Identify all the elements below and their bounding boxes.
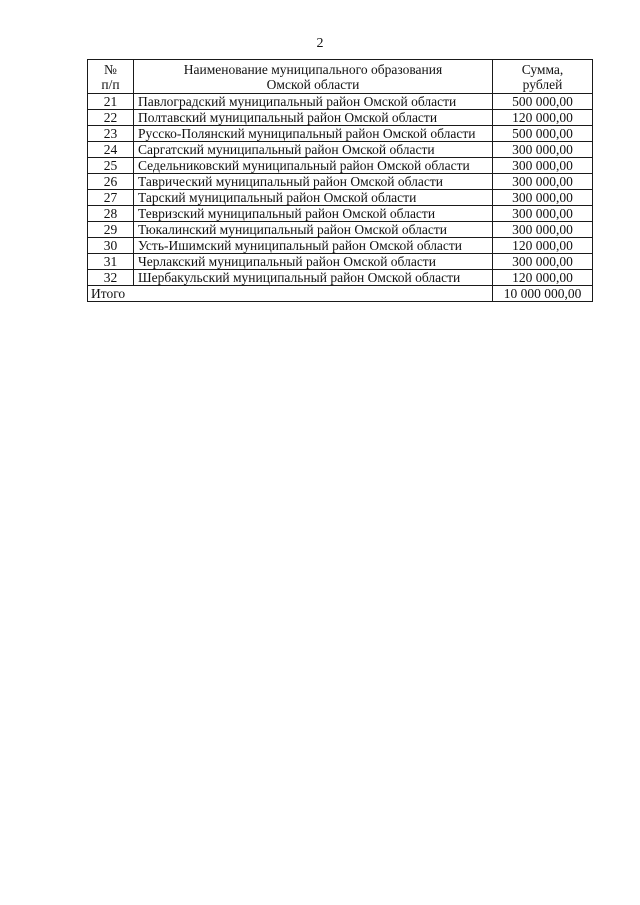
table-row	[88, 158, 593, 174]
allocation-table	[87, 59, 593, 302]
row-sum: 500 000,00	[493, 94, 593, 110]
row-sum: 300 000,00	[493, 254, 593, 270]
row-number: 30	[88, 238, 134, 254]
table-row	[88, 222, 593, 238]
header-number	[88, 60, 134, 94]
row-name: Усть-Ишимский муниципальный район Омской области	[134, 238, 493, 254]
row-sum: 300 000,00	[493, 190, 593, 206]
row-number: 25	[88, 158, 134, 174]
row-number: 32	[88, 270, 134, 286]
row-number: 29	[88, 222, 134, 238]
header-name	[134, 60, 493, 94]
table-row	[88, 206, 593, 222]
row-name: Тюкалинский муниципальный район Омской области	[134, 222, 493, 238]
total-sum: 10 000 000,00	[493, 286, 593, 302]
row-sum: 300 000,00	[493, 206, 593, 222]
table-row	[88, 254, 593, 270]
row-name: Черлакский муниципальный район Омской области	[134, 254, 493, 270]
table-row	[88, 238, 593, 254]
header-name-line2: Омской области	[266, 77, 360, 92]
row-name: Шербакульский муниципальный район Омской области	[134, 270, 493, 286]
row-sum: 300 000,00	[493, 174, 593, 190]
row-name: Таврический муниципальный район Омской области	[134, 174, 493, 190]
table-row	[88, 126, 593, 142]
table-row	[88, 190, 593, 206]
total-row	[88, 286, 593, 302]
page-number: 2	[316, 36, 324, 51]
row-sum: 120 000,00	[493, 110, 593, 126]
row-name: Павлоградский муниципальный район Омской области	[134, 94, 493, 110]
row-number: 27	[88, 190, 134, 206]
total-label: Итого	[88, 286, 493, 302]
row-sum: 120 000,00	[493, 270, 593, 286]
header-sum	[493, 60, 593, 94]
row-name: Саргатский муниципальный район Омской области	[134, 142, 493, 158]
row-sum: 300 000,00	[493, 142, 593, 158]
table-row	[88, 94, 593, 110]
row-name: Тевризский муниципальный район Омской области	[134, 206, 493, 222]
row-sum: 300 000,00	[493, 158, 593, 174]
table-row	[88, 110, 593, 126]
table-row	[88, 270, 593, 286]
row-number: 24	[88, 142, 134, 158]
row-number: 21	[88, 94, 134, 110]
row-number: 22	[88, 110, 134, 126]
row-number: 31	[88, 254, 134, 270]
row-sum: 120 000,00	[493, 238, 593, 254]
row-number: 26	[88, 174, 134, 190]
row-name: Тарский муниципальный район Омской области	[134, 190, 493, 206]
table-header-row	[88, 60, 593, 94]
table-row	[88, 142, 593, 158]
header-number-line1: №	[104, 62, 117, 77]
table-row	[88, 174, 593, 190]
row-name: Русско-Полянский муниципальный район Омской области	[134, 126, 493, 142]
row-name: Полтавский муниципальный район Омской области	[134, 110, 493, 126]
header-number-line2: п/п	[101, 77, 120, 92]
row-sum: 500 000,00	[493, 126, 593, 142]
header-sum-line1: Сумма,	[521, 62, 564, 77]
row-number: 28	[88, 206, 134, 222]
row-name: Седельниковский муниципальный район Омской области	[134, 158, 493, 174]
header-sum-line2: рублей	[522, 77, 563, 92]
row-sum: 300 000,00	[493, 222, 593, 238]
row-number: 23	[88, 126, 134, 142]
header-name-line1: Наименование муниципального образования	[183, 62, 443, 77]
